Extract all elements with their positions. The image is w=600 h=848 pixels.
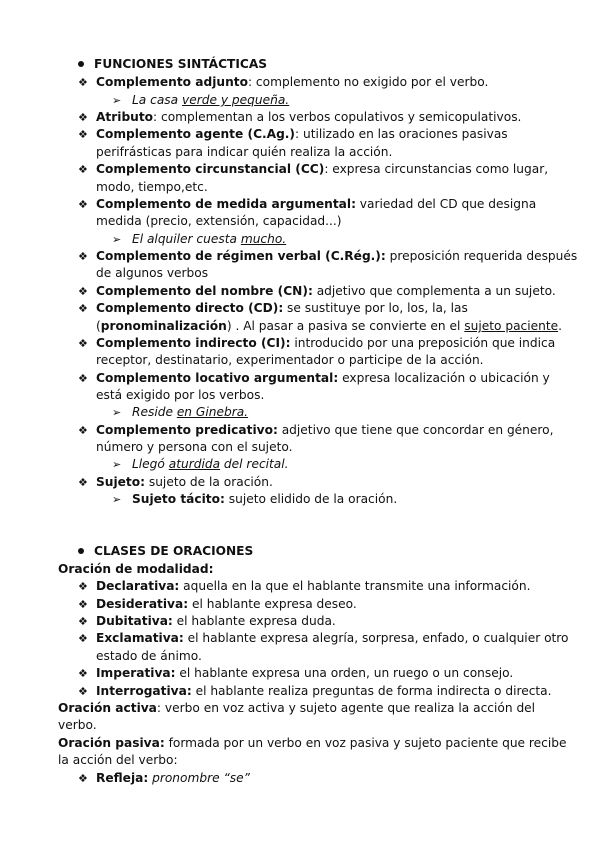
diamond-bullet-icon: ❖ bbox=[78, 685, 88, 698]
example-locativo: ➢ Reside en Ginebra. bbox=[112, 405, 249, 419]
arrow-bullet-icon: ➢ bbox=[112, 94, 122, 107]
item-medida: ❖ Complemento de medida argumental: variedad del CD que designa bbox=[78, 197, 537, 211]
diamond-bullet-icon: ❖ bbox=[78, 163, 88, 176]
diamond-bullet-icon: ❖ bbox=[78, 302, 88, 315]
item-regimen: ❖ Complemento de régimen verbal (C.Rég.): preposición requerida después bbox=[78, 249, 578, 263]
item-sujeto-tacito: ➢ Sujeto tácito: sujeto elidido de la oración. bbox=[112, 492, 398, 506]
arrow-bullet-icon: ➢ bbox=[112, 406, 122, 419]
example-medida: ➢ El alquiler cuesta mucho. bbox=[112, 232, 287, 246]
item-sujeto: ❖ Sujeto: sujeto de la oración. bbox=[78, 475, 273, 489]
item-locativo: ❖ Complemento locativo argumental: expresa localización o ubicación y bbox=[78, 371, 550, 385]
item-interrogativa: ❖ Interrogativa: el hablante realiza preguntas de forma indirecta o directa. bbox=[78, 684, 552, 698]
item-adjunto: ❖ Complemento adjunto: complemento no exigido por el verbo. bbox=[78, 75, 489, 89]
section-heading-clases: CLASES DE ORACIONES bbox=[78, 543, 253, 560]
diamond-bullet-icon: ❖ bbox=[78, 772, 88, 785]
diamond-bullet-icon: ❖ bbox=[78, 337, 88, 350]
item-declarativa: ❖ Declarativa: aquella en la que el hablante transmite una información. bbox=[78, 579, 531, 593]
diamond-bullet-icon: ❖ bbox=[78, 250, 88, 263]
item-exclamativa-cont: estado de ánimo. bbox=[96, 649, 202, 663]
item-cd: ❖ Complemento directo (CD): se sustituye por lo, los, la, las bbox=[78, 301, 468, 315]
example-adjunto: ➢ La casa verde y pequeña. bbox=[112, 93, 290, 107]
diamond-bullet-icon: ❖ bbox=[78, 615, 88, 628]
example-predicativo: ➢ Llegó aturdida del recital. bbox=[112, 457, 289, 471]
item-regimen-cont: de algunos verbos bbox=[96, 266, 209, 280]
diamond-bullet-icon: ❖ bbox=[78, 76, 88, 89]
arrow-bullet-icon: ➢ bbox=[112, 493, 122, 506]
item-medida-cont: medida (precio, extensión, capacidad...) bbox=[96, 214, 342, 228]
item-refleja: ❖ Refleja: pronombre “se” bbox=[78, 771, 250, 785]
item-agente: ❖ Complemento agente (C.Ag.): utilizado en las oraciones pasivas bbox=[78, 127, 508, 141]
item-oracion-pasiva: Oración pasiva: formada por un verbo en voz pasiva y sujeto paciente que recibe bbox=[58, 736, 567, 750]
diamond-bullet-icon: ❖ bbox=[78, 667, 88, 680]
bullet-icon bbox=[78, 61, 84, 67]
diamond-bullet-icon: ❖ bbox=[78, 285, 88, 298]
arrow-bullet-icon: ➢ bbox=[112, 458, 122, 471]
diamond-bullet-icon: ❖ bbox=[78, 128, 88, 141]
diamond-bullet-icon: ❖ bbox=[78, 580, 88, 593]
diamond-bullet-icon: ❖ bbox=[78, 632, 88, 645]
item-atributo: ❖ Atributo: complementan a los verbos copulativos y semicopulativos. bbox=[78, 110, 522, 124]
item-imperativa: ❖ Imperativa: el hablante expresa una orden, un ruego o un consejo. bbox=[78, 666, 514, 680]
arrow-bullet-icon: ➢ bbox=[112, 233, 122, 246]
item-predicativo-cont: número y persona con el sujeto. bbox=[96, 440, 293, 454]
item-locativo-cont: está exigido por los verbos. bbox=[96, 388, 265, 402]
modalidad-heading: Oración de modalidad: bbox=[58, 562, 214, 576]
item-oracion-activa-cont: verbo. bbox=[58, 718, 97, 732]
item-desiderativa: ❖ Desiderativa: el hablante expresa deseo. bbox=[78, 597, 357, 611]
bullet-icon bbox=[78, 548, 84, 554]
diamond-bullet-icon: ❖ bbox=[78, 424, 88, 437]
diamond-bullet-icon: ❖ bbox=[78, 111, 88, 124]
item-cc: ❖ Complemento circunstancial (CC): expresa circunstancias como lugar, bbox=[78, 162, 549, 176]
item-ci: ❖ Complemento indirecto (CI): introducido por una preposición que indica bbox=[78, 336, 556, 350]
diamond-bullet-icon: ❖ bbox=[78, 198, 88, 211]
section-heading-funciones: FUNCIONES SINTÁCTICAS bbox=[78, 56, 267, 73]
item-cn: ❖ Complemento del nombre (CN): adjetivo que complementa a un sujeto. bbox=[78, 284, 556, 298]
item-cc-cont: modo, tiempo,etc. bbox=[96, 180, 208, 194]
diamond-bullet-icon: ❖ bbox=[78, 476, 88, 489]
diamond-bullet-icon: ❖ bbox=[78, 372, 88, 385]
item-dubitativa: ❖ Dubitativa: el hablante expresa duda. bbox=[78, 614, 336, 628]
item-predicativo: ❖ Complemento predicativo: adjetivo que tiene que concordar en género, bbox=[78, 423, 554, 437]
item-cd-cont: (pronominalización) . Al pasar a pasiva se convierte en el sujeto paciente. bbox=[96, 319, 562, 333]
diamond-bullet-icon: ❖ bbox=[78, 598, 88, 611]
item-exclamativa: ❖ Exclamativa: el hablante expresa alegría, sorpresa, enfado, o cualquier otro bbox=[78, 631, 569, 645]
item-oracion-activa: Oración activa: verbo en voz activa y sujeto agente que realiza la acción del bbox=[58, 701, 536, 715]
item-agente-cont: perifrásticas para indicar quién realiza la acción. bbox=[96, 145, 393, 159]
item-ci-cont: receptor, destinatario, experimentador o participe de la acción. bbox=[96, 353, 484, 367]
item-oracion-pasiva-cont: la acción del verbo: bbox=[58, 753, 178, 767]
